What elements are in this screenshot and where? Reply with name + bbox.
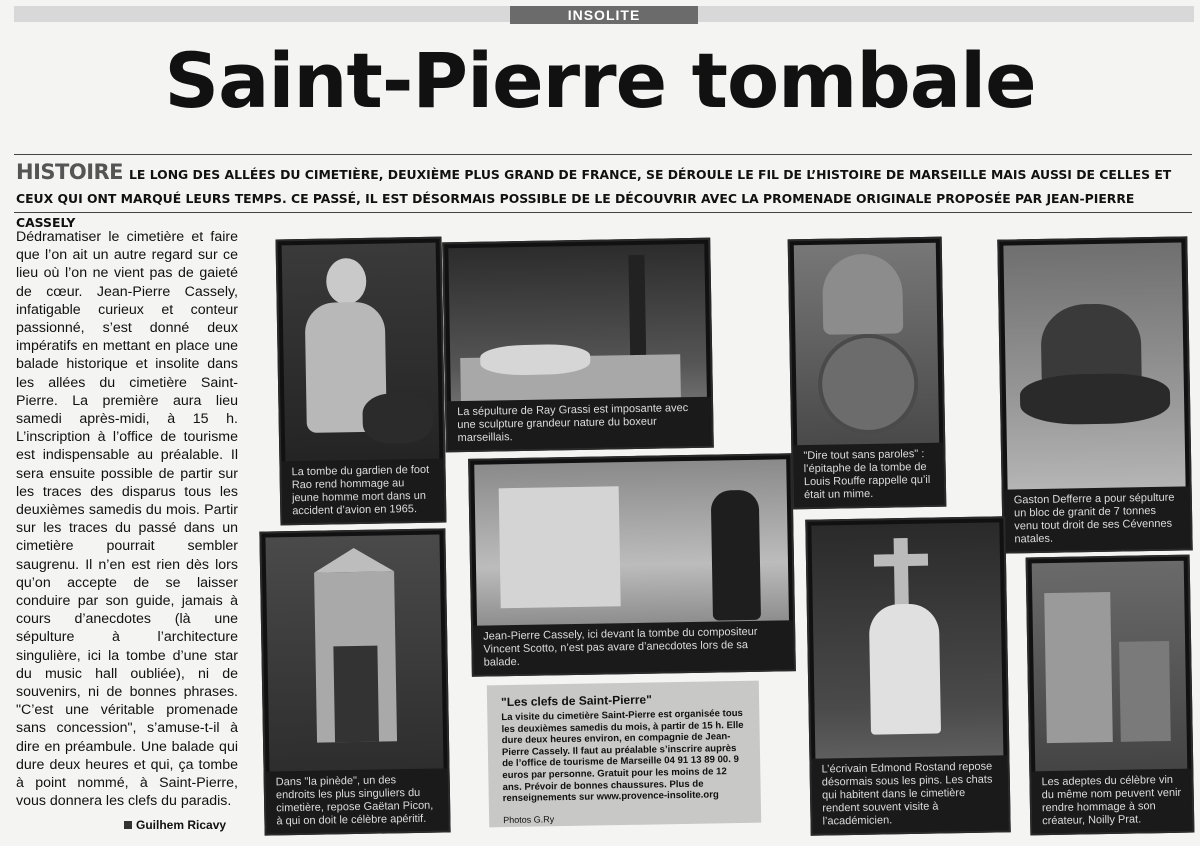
- byline: [124, 818, 226, 832]
- photo-rao-tomb: [276, 237, 447, 526]
- divider-bottom: [14, 212, 1192, 213]
- caption-noilly-prat: Les adeptes du célèbre vin du même nom peuvent venir rendre hommage à son créateur, Noilly Prat.: [1031, 769, 1192, 834]
- stele-medallion: [817, 333, 919, 435]
- photo-credit: Photos G.Ry: [503, 813, 555, 825]
- photo-cassely-scotto-tomb: [468, 453, 796, 677]
- caption-rao: La tombe du gardien de foot Rao rend hommage au jeune homme mort dans un accident d’avion en 1965.: [281, 459, 444, 524]
- photo-louis-rouffe-tomb: [788, 237, 947, 510]
- chapel-door: [333, 646, 379, 743]
- cross-vertical: [894, 538, 909, 608]
- chapel-right: [1119, 641, 1171, 742]
- flowers: [1020, 373, 1171, 426]
- caption-ray-grassi: La sépulture de Ray Grassi est imposante avec une sculpture grandeur nature du boxeur marseillais.: [447, 397, 712, 451]
- divider-top: [14, 154, 1192, 155]
- info-box: [487, 681, 761, 828]
- standfirst: [16, 160, 1192, 235]
- photo-gaetan-picon-tomb: [259, 528, 450, 835]
- caption-gaetan-picon: Dans "la pinède", un des endroits les plus singuliers du cimetière, repose Gaëtan Picon, à qui on doit le célèbre apéritif.: [266, 768, 449, 833]
- info-box-title: "Les clefs de Saint-Pierre": [500, 692, 652, 710]
- tree-trunk: [628, 255, 646, 355]
- monument: [499, 486, 621, 608]
- article-body: Dédramatiser le cimetière et faire que l’on ait un autre regard sur ce lieu où l’on ne vient pas de gaieté de cœur. Jean-Pierre Cassely, infatigable curieux et conteur passionné, s’est donné deux impératifs en mettant en place une balade historique et insolite dans les allées du cimetière Saint-Pierre. La première aura lieu samedi après-midi, à 15 h. L’inscription à l’office de tourisme est indispensable au préalable. Il sera ensuite possible de partir sur les traces des disparus tous les deuxièmes samedis du mois. Partir sur les traces du passé dans un cimetière pourrait sembler saugrenu. Il n’en est rien dès lors qu’on accepte de se laisser conduire par son guide, jamais à cours d’anecdotes (là une sépulture à l’architecture singulière, ici la tombe d’une star du music hall oubliée), ni de souvenirs, ni de bonnes phrases. "C’est une véritable promenade sans concession", s’amuse-t-il à dire en préambule. Une balade qui dure deux heures et qui, ça tombe à point nommé, à Saint-Pierre, vous donnera les clefs du paradis.: [16, 229, 238, 810]
- chapel-left: [1044, 592, 1113, 743]
- caption-gaston-defferre: Gaston Defferre a pour sépulture un bloc de granit de 7 tonnes venu tout droit de ses Cévennes natales.: [1004, 486, 1191, 551]
- photo-gaston-defferre-tomb: [997, 236, 1192, 553]
- cross-horizontal: [874, 554, 928, 567]
- caption-cassely: Jean-Pierre Cassely, ici devant la tombe du compositeur Vincent Scotto, n’est pas avare d’anecdotes lors de sa balade.: [473, 620, 794, 675]
- headline: Saint-Pierre tombale: [164, 36, 1036, 125]
- info-box-text: La visite du cimetière Saint-Pierre est organisée tous les deuxièmes samedis du mois, à partir de 15 h. Elle dure deux heures environ, en compagnie de Jean-Pierre Cassely. Il faut au préalable s’inscrire auprès de l’office de tourisme de Marseille 04 91 13 89 00. 9 euros par personne. Gratuit pour les moins de 12 ans. Prévoir de bonnes chaussures. Plus de renseignements sur www.provence-insolite.org: [501, 707, 744, 805]
- guide-figure: [711, 490, 761, 621]
- statue-head: [326, 258, 367, 305]
- photo-ray-grassi-tomb: [442, 238, 714, 453]
- stele-top: [822, 253, 903, 334]
- photo-edmond-rostand-tomb: [805, 516, 1010, 835]
- byline-author: Guilhem Ricavy: [136, 818, 227, 832]
- flower-bouquet: [362, 393, 433, 444]
- byline-square-icon: [124, 821, 132, 829]
- caption-edmond-rostand: L’écrivain Edmond Rostand repose désormais sous les pins. Les chats qui habitent dans le cimetière rendent souvent visite à l’académicien.: [811, 755, 1008, 833]
- white-stele: [869, 603, 941, 734]
- standfirst-text: LE LONG DES ALLÉES DU CIMETIÈRE, DEUXIÈME PLUS GRAND DE FRANCE, SE DÉROULE LE FIL DE L’HISTOIRE DE MARSEILLE MAIS AUSSI DE CELLES ET CEUX QUI ONT MARQUÉ LEURS TEMPS. CE PASSÉ, IL EST DÉSORMAIS POSSIBLE DE LE DÉCOUVRIR AVEC LA PROMENADE ORIGINALE PROPOSÉE PAR JEAN-PIERRE CASSELY: [16, 167, 1172, 230]
- flowers: [480, 344, 591, 376]
- standfirst-lead: HISTOIRE: [16, 160, 124, 184]
- section-kicker: INSOLITE: [510, 6, 698, 24]
- caption-louis-rouffe: "Dire tout sans paroles" : l’épitaphe de la tombe de Louis Rouffe rappelle qu’il était un mime.: [793, 443, 944, 508]
- chapel-pediment: [314, 547, 394, 572]
- photo-noilly-prat-tomb: [1026, 555, 1195, 836]
